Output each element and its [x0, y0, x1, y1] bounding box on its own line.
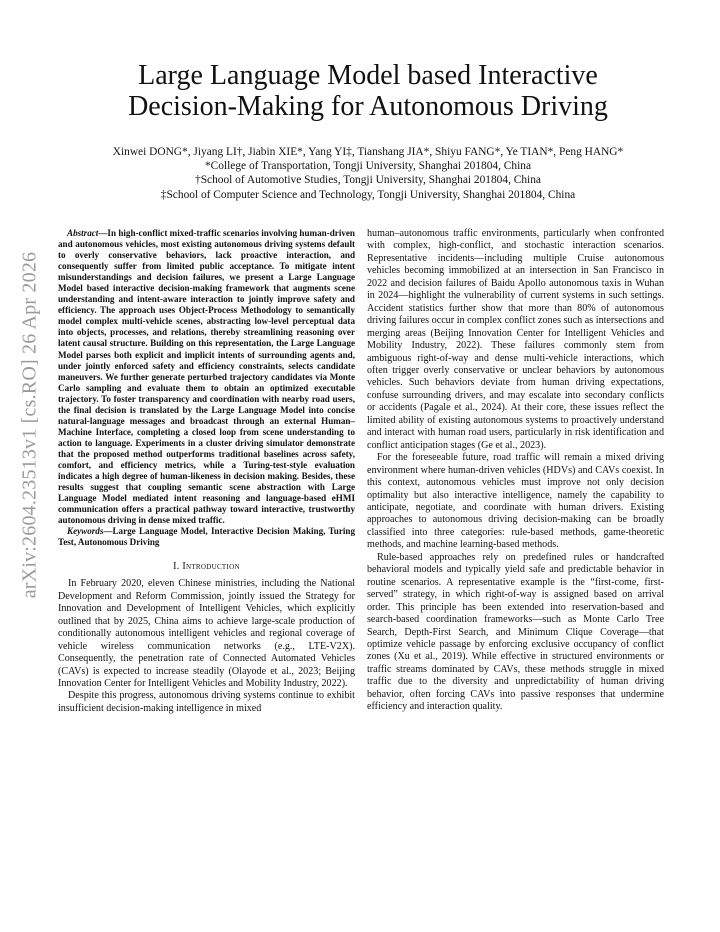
keywords-label: Keywords	[67, 526, 104, 537]
author-block	[60, 145, 676, 202]
section-heading-introduction: I. Introduction	[173, 561, 240, 573]
intro-paragraph-4: Rule-based approaches rely on predefined rules or handcrafted behavioral models and typically yield safe and predictable behavior in routine scenarios. A representative example is the “first-come, first-served” strategy, in which right-of-way is assigned based on arrival order. This principle has been extended into reservation-based and search-based coordination frameworks—such as Monte Carlo Tree Search, Depth-First Search, and Minimum Clique Coverage—that optimize vehicle passage by enforcing exclusive occupancy of conflict zones (Xu et al., 2019). While effective in structured environments or traffic streams dominated by CAVs, these methods struggle in mixed traffic due to the diversity and unpredictability of human driving behavior, often forcing CAVs into passive responses that undermine efficiency and interaction quality.	[367, 551, 664, 713]
intro-paragraph-1: In February 2020, eleven Chinese ministries, including the National Development and Reform Commission, jointly issued the Strategy for Innovation and Development of Intelligent Vehicles, which explicitly outlined that by 2025, China aims to achieve large-scale production of conditionally autonomous intelligent vehicles and regional coverage of vehicle wireless communication networks (e.g., LTE-V2X). Consequently, the penetration rate of Connected Automated Vehicles (CAVs) is expected to increase steadily (Olayode et al., 2023; Beijing Innovation Center for Intelligent Vehicles and Mobility Industry, 2022).	[58, 578, 355, 689]
left-column	[58, 228, 355, 715]
arxiv-side-stamp	[0, 0, 50, 932]
intro-paragraph-3: For the foreseeable future, road traffic will remain a mixed driving environment where human-driven vehicles (HDVs) and CAVs coexist. In this context, autonomous vehicles must improve not only decision optimality but also interactive intelligence, namely the capability to anticipate, negotiate, and coordinate with human drivers. Existing approaches to autonomous driving decision-making can be broadly classified into three categories: rule-based methods, game-theoretic methods, and machine learning-based methods.	[367, 452, 664, 551]
affiliation-2: †School of Automotive Studies, Tongji University, Shanghai 201804, China	[195, 174, 541, 187]
right-column	[367, 228, 664, 714]
keywords	[58, 526, 355, 548]
keywords-text: —Large Language Model, Interactive Decision Making, Turing Test, Autonomous Driving	[58, 526, 355, 548]
affiliation-3: ‡School of Computer Science and Technology, Tongji University, Shanghai 201804, China	[160, 188, 576, 201]
arxiv-identifier: arXiv:2604.23513v1 [cs.RO] 26 Apr 2026	[18, 251, 41, 599]
abstract	[58, 228, 355, 526]
title-line-2: Decision-Making for Autonomous Driving	[128, 91, 608, 122]
affiliation-1: *College of Transportation, Tongji University, Shanghai 201804, China	[204, 160, 532, 173]
paper-title	[80, 60, 656, 122]
title-line-1: Large Language Model based Interactive	[138, 60, 598, 91]
abstract-label: Abstract	[67, 228, 99, 238]
abstract-text: —In high-conflict mixed-traffic scenarios involving human-driven and autonomous vehicles, most existing autonomous driving systems default to overly conservative behaviors, lack proactive interaction, and consequently suffer from limited public acceptance. To mitigate intent misunderstandings and decision failures, we present a Large Language Model based interactive decision-making framework that augments scene understanding and intent-aware interaction to jointly improve safety and efficiency. The approach uses Object-Process Methodology to semantically model complex multi-vehicle scenes, abstracting low-level perceptual data into objects, processes, and relations, thereby streamlining reasoning over latent causal structure. Building on this representation, the Large Language Model parses both explicit and implicit intents of surrounding agents and, under jointly enforced safety and efficiency constraints, selects candidate maneuvers. We further generate perturbed trajectory candidates via Monte Carlo sampling and evaluate them to obtain an optimized executable trajectory. To foster transparency and coordination with nearby road users, the final decision is translated by the Large Language Model into concise natural-language messages and broadcast through an external Human–Machine Interface, completing a closed loop from scene understanding to action to language. Experiments in a cluster driving simulator demonstrate that the proposed method outperforms traditional baselines across safety, comfort, and efficiency metrics, while a Turing-test-style evaluation indicates a high degree of human-likeness in decision making. Besides, these results suggest that coupling semantic scene abstraction with Large Language Model mediated intent reasoning and language-based eHMI communication offers a practical pathway toward interactive, trustworthy autonomous driving in dense mixed traffic.	[58, 228, 355, 526]
author-list: Xinwei DONG*, Jiyang LI†, Jiabin XIE*, Yang YI‡, Tianshang JIA*, Shiyu FANG*, Ye TIAN*, Peng HANG*	[112, 146, 624, 158]
intro-paragraph-2: Despite this progress, autonomous driving systems continue to exhibit insufficient decision-making intelligence in mixed	[58, 690, 355, 714]
intro-paragraph-continued: human–autonomous traffic environments, particularly when confronted with complex, high-conflict, and stochastic interaction scenarios. Representative incidents—including multiple Cruise autonomous vehicles becoming immobilized at an intersection in San Francisco in 2022 and decision failures of Baidu Apollo autonomous taxis in Wuhan in 2024—highlight the vulnerability of current systems in such settings. Accident statistics further show that more than 80% of autonomous driving failures occur in complex conflict zones such as intersections and merging areas (Beijing Innovation Center for Intelligent Vehicles and Mobility Industry, 2022). These failures commonly stem from ambiguous right-of-way and dense multi-vehicle interactions, which often trigger overly conservative or unclear behaviors by autonomous vehicles. Such behaviors deviate from human driving expectations, confuse surrounding drivers, and may escalate into secondary conflicts or accidents (Pagale et al., 2024). At their core, these issues reflect the limited ability of existing autonomous systems to proactively understand and interact with human road users, particularly in risk identification and conflict anticipation stages (Ge et al., 2023).	[367, 228, 664, 451]
